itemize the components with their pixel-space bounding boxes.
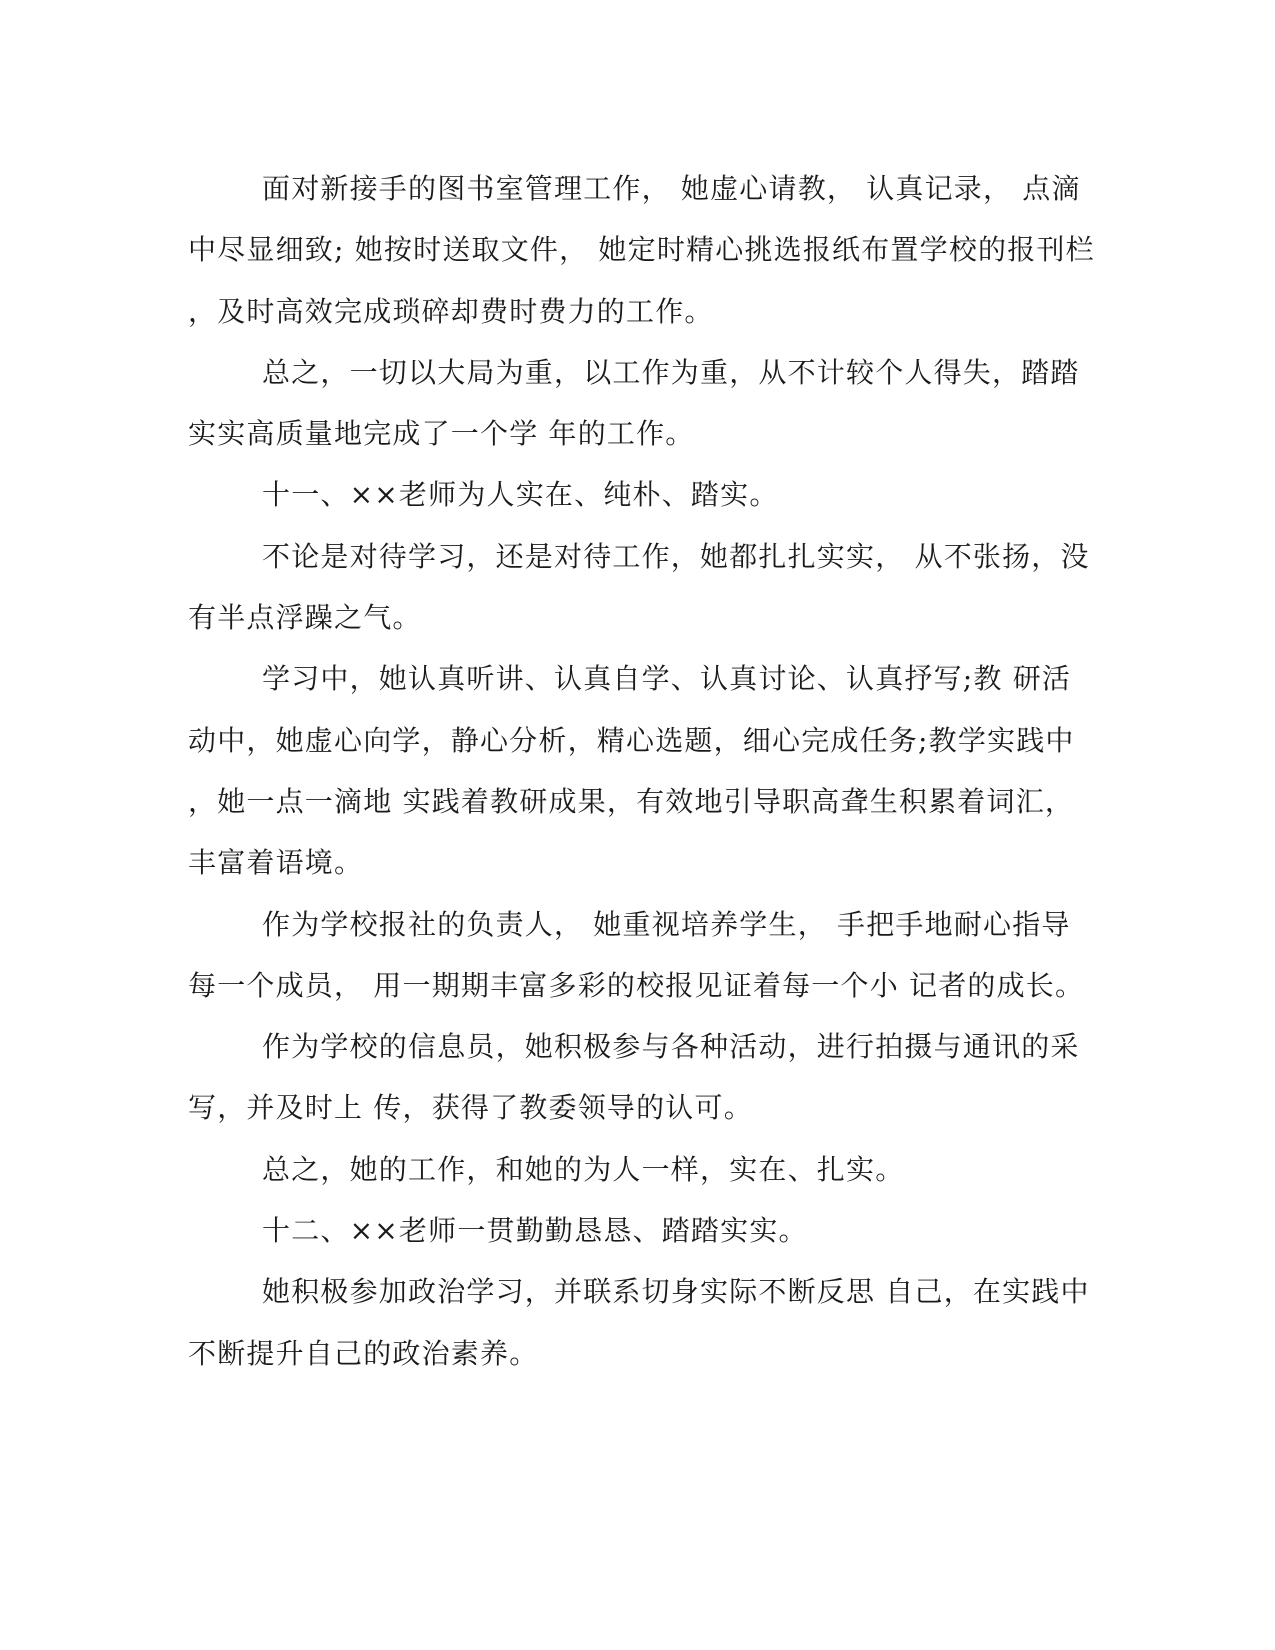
paragraph-line: 不断提升自己的政治素养。 bbox=[188, 1336, 539, 1370]
paragraph bbox=[188, 526, 1088, 649]
paragraph-line: 不论是对待学习，还是对待工作，她都扎扎实实， 从不张扬，没 bbox=[262, 539, 1090, 573]
paragraph-line: 面对新接手的图书室管理工作， 她虚心请教， 认真记录， 点滴 bbox=[262, 172, 1081, 205]
paragraph bbox=[188, 648, 1088, 893]
paragraph-line: 丰富着语境。 bbox=[188, 846, 364, 880]
paragraph bbox=[188, 1016, 1088, 1139]
paragraph bbox=[188, 158, 1095, 342]
paragraph bbox=[188, 1139, 1088, 1200]
paragraph bbox=[188, 342, 1088, 465]
paragraph-line: 写，并及时上 传，获得了教委领导的认可。 bbox=[188, 1091, 753, 1125]
paragraph-line: 中尽显细致; 她按时送取文件， 她定时精心挑选报纸布置学校的报刊栏 bbox=[188, 233, 1095, 267]
paragraph-line: 学习中，她认真听讲、认真自学、认真讨论、认真抒写;教 研活 bbox=[262, 662, 1072, 696]
paragraph-line: 作为学校的信息员，她积极参与各种活动，进行拍摄与通讯的采 bbox=[262, 1030, 1080, 1064]
paragraph-line: ，她一点一滴地 实践着教研成果，有效地引导职高聋生积累着词汇， bbox=[188, 784, 1075, 818]
paragraph-line: 动中，她虚心向学，静心分析，精心选题，细心完成任务;教学实践中 bbox=[188, 723, 1075, 757]
paragraph-line: ，及时高效完成琐碎却费时费力的工作。 bbox=[188, 294, 714, 328]
section-heading bbox=[188, 1200, 1088, 1261]
paragraph-line: 总之，一切以大局为重，以工作为重，从不计较个人得失，踏踏 bbox=[262, 355, 1080, 389]
paragraph-line: 实实高质量地完成了一个学 年的工作。 bbox=[188, 417, 695, 451]
paragraph-line: 总之，她的工作，和她的为人一样，实在、扎实。 bbox=[262, 1152, 905, 1186]
document-body bbox=[188, 158, 1095, 1384]
paragraph-line: 每一个成员， 用一期期丰富多彩的校报见证着每一个小 记者的成长。 bbox=[188, 968, 1085, 1002]
section-heading-line: 十一、××老师为人实在、纯朴、踏实。 bbox=[262, 478, 779, 512]
paragraph bbox=[188, 894, 1088, 1017]
section-heading-line: 十二、××老师一贯勤勤恳恳、踏踏实实。 bbox=[262, 1214, 808, 1248]
section-heading bbox=[188, 464, 1088, 525]
paragraph-line: 她积极参加政治学习，并联系切身实际不断反思 自己，在实践中 bbox=[262, 1275, 1090, 1309]
paragraph bbox=[188, 1261, 1088, 1384]
paragraph-line: 作为学校报社的负责人， 她重视培养学生， 手把手地耐心指导 bbox=[262, 907, 1071, 941]
paragraph-line: 有半点浮躁之气。 bbox=[188, 601, 422, 635]
